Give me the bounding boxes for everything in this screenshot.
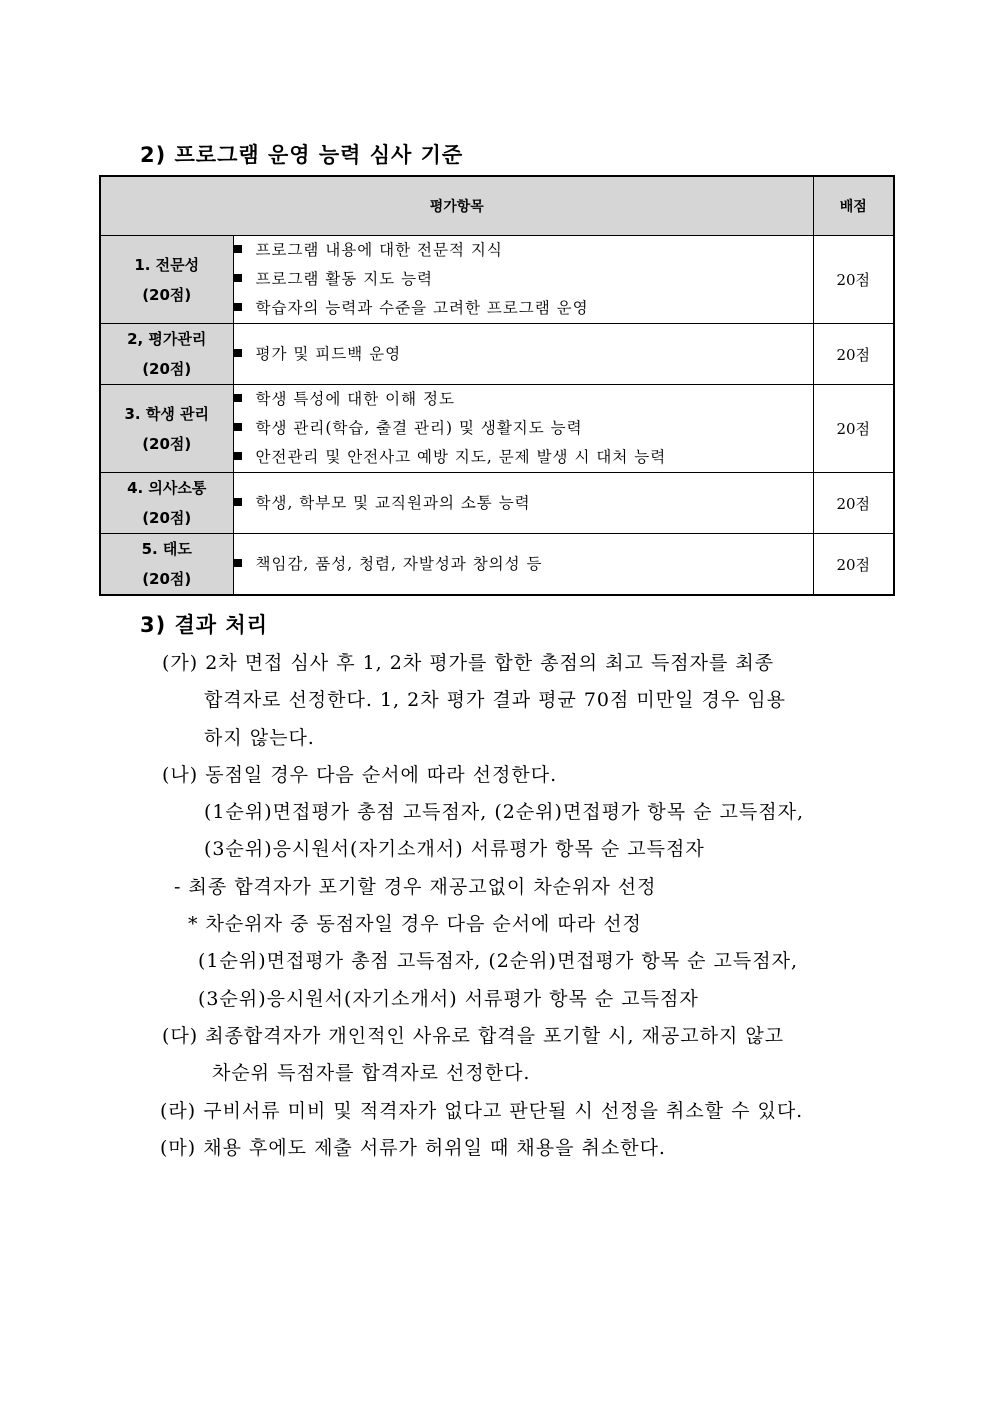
square-bullet-icon	[234, 423, 242, 431]
square-bullet-icon	[234, 394, 242, 402]
list-item: 프로그램 활동 지도 능력	[234, 265, 813, 294]
section-3-heading: 3) 결과 처리	[140, 613, 268, 637]
category-points: (20점)	[142, 360, 192, 378]
list-item: 학생, 학부모 및 교직원과의 소통 능력	[234, 489, 813, 518]
paragraph-line: (3순위)응시원서(자기소개서) 서류평가 항목 순 고득점자	[204, 838, 705, 860]
paragraph-line: 하지 않는다.	[204, 727, 315, 749]
category-points: (20점)	[142, 434, 192, 453]
category-name: 4. 의사소통	[127, 479, 207, 497]
category-name: 3. 학생 관리	[124, 404, 210, 423]
paragraph-line: - 최종 합격자가 포기할 경우 재공고없이 차순위자 선정	[174, 876, 657, 898]
table-row	[100, 473, 894, 534]
list-item: 안전관리 및 안전사고 예방 지도, 문제 발생 시 대처 능력	[234, 443, 813, 472]
items-cell	[233, 236, 813, 324]
category-cell	[100, 385, 233, 473]
items-cell	[233, 534, 813, 596]
list-item: 평가 및 피드백 운영	[234, 340, 813, 369]
paragraph-line: (3순위)응시원서(자기소개서) 서류평가 항목 순 고득점자	[198, 988, 699, 1010]
paragraph-line: 합격자로 선정한다. 1, 2차 평가 결과 평균 70점 미만일 경우 임용	[204, 689, 786, 711]
list-item: 학습자의 능력과 수준을 고려한 프로그램 운영	[234, 294, 813, 323]
evaluation-criteria-table	[99, 175, 895, 596]
table-row	[100, 534, 894, 596]
paragraph-line: (나) 동점일 경우 다음 순서에 따라 선정한다.	[162, 764, 558, 786]
score-cell: 20점	[813, 324, 894, 385]
square-bullet-icon	[234, 452, 242, 460]
category-name: 1. 전문성	[134, 255, 200, 274]
table-header-row	[100, 176, 894, 236]
header-evaluation-items: 평가항목	[100, 176, 813, 236]
category-cell	[100, 473, 233, 534]
category-points: (20점)	[142, 570, 192, 588]
category-points: (20점)	[142, 285, 192, 304]
table-row	[100, 236, 894, 324]
paragraph-line: (마) 채용 후에도 제출 서류가 허위일 때 채용을 취소한다.	[160, 1137, 666, 1159]
category-cell	[100, 236, 233, 324]
table-row	[100, 324, 894, 385]
list-item: 학생 특성에 대한 이해 정도	[234, 385, 813, 414]
square-bullet-icon	[234, 274, 242, 282]
list-item: 책임감, 품성, 청렴, 자발성과 창의성 등	[234, 550, 813, 579]
paragraph-line: (1순위)면접평가 총점 고득점자, (2순위)면접평가 항목 순 고득점자,	[204, 801, 804, 823]
paragraph-line: (라) 구비서류 미비 및 적격자가 없다고 판단될 시 선정을 취소할 수 있다.	[160, 1100, 804, 1122]
paragraph-line: 차순위 득점자를 합격자로 선정한다.	[212, 1062, 531, 1084]
category-name: 2, 평가관리	[127, 330, 207, 348]
score-cell: 20점	[813, 473, 894, 534]
paragraph-line: (가) 2차 면접 심사 후 1, 2차 평가를 합한 총점의 최고 득점자를 최종	[162, 652, 775, 674]
square-bullet-icon	[234, 303, 242, 311]
square-bullet-icon	[234, 559, 242, 567]
category-cell	[100, 534, 233, 596]
section-2-heading: 2) 프로그램 운영 능력 심사 기준	[140, 143, 464, 167]
table-row	[100, 385, 894, 473]
square-bullet-icon	[234, 498, 242, 506]
list-item: 학생 관리(학습, 출결 관리) 및 생활지도 능력	[234, 414, 813, 443]
items-cell	[233, 324, 813, 385]
paragraph-line: * 차순위자 중 동점자일 경우 다음 순서에 따라 선정	[188, 913, 642, 935]
score-cell: 20점	[813, 236, 894, 324]
items-cell	[233, 385, 813, 473]
list-item: 프로그램 내용에 대한 전문적 지식	[234, 236, 813, 265]
category-cell	[100, 324, 233, 385]
square-bullet-icon	[234, 349, 242, 357]
square-bullet-icon	[234, 245, 242, 253]
paragraph-line: (다) 최종합격자가 개인적인 사유로 합격을 포기할 시, 재공고하지 않고	[162, 1025, 785, 1047]
items-cell	[233, 473, 813, 534]
score-cell: 20점	[813, 385, 894, 473]
score-cell: 20점	[813, 534, 894, 596]
category-points: (20점)	[142, 509, 192, 527]
paragraph-line: (1순위)면접평가 총점 고득점자, (2순위)면접평가 항목 순 고득점자,	[198, 950, 798, 972]
category-name: 5. 태도	[141, 540, 192, 558]
header-score: 배점	[813, 176, 894, 236]
